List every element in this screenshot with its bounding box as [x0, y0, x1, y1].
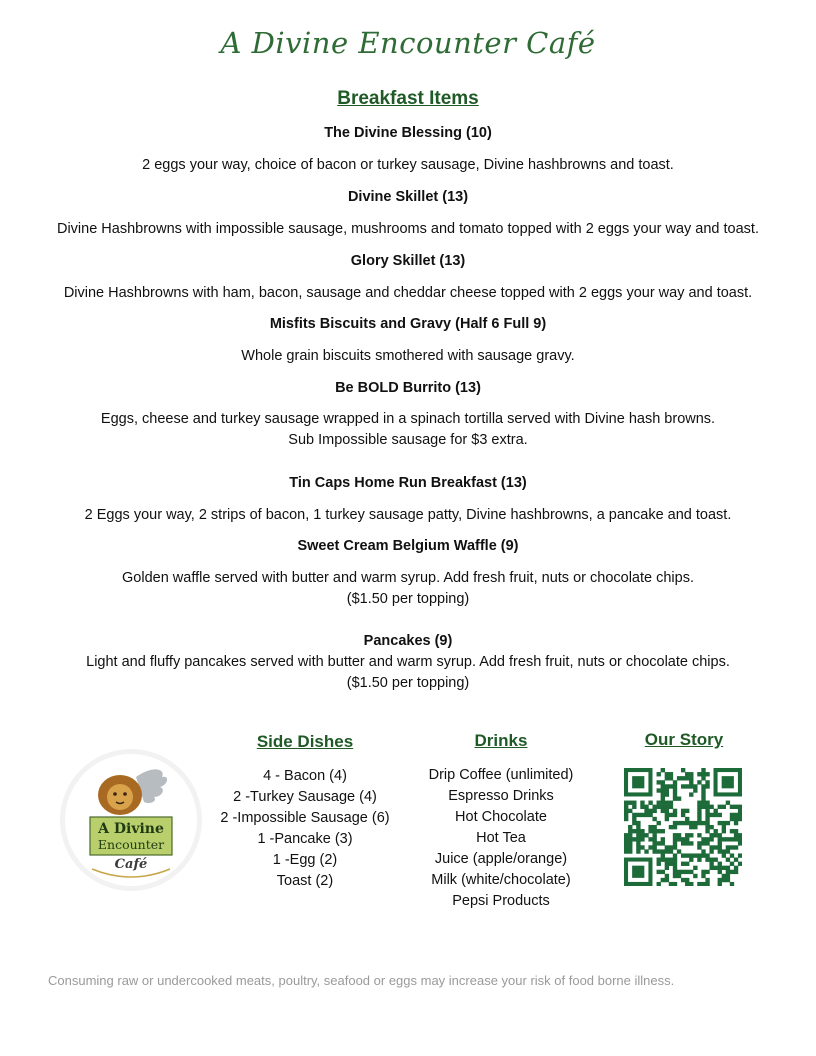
drink-item: Juice (apple/orange) [434, 851, 568, 867]
side-dish-item: 1 -Egg (2) [272, 852, 338, 868]
menu-item-desc: Divine Hashbrowns with impossible sausage, mushrooms and tomato topped with 2 eggs your way and toast. [56, 221, 759, 237]
drinks-heading: Drinks [474, 731, 528, 750]
menu-item-desc: Golden waffle served with butter and warm syrup. Add fresh fruit, nuts or chocolate chips. [122, 570, 694, 586]
qr-code-graphic [624, 768, 742, 886]
drink-item: Espresso Drinks [448, 788, 554, 804]
menu-item-name: Tin Caps Home Run Breakfast (13) [289, 475, 527, 491]
side-dishes-section [210, 732, 400, 892]
side-dishes-heading: Side Dishes [256, 732, 354, 751]
menu-item-desc: 2 eggs your way, choice of bacon or turkey sausage, Divine hashbrowns and toast. [142, 157, 674, 173]
side-dish-item: 2 -Impossible Sausage (6) [220, 810, 390, 826]
drinks-section [405, 731, 597, 912]
drink-item: Drip Coffee (unlimited) [428, 767, 574, 783]
logo-text: Encounter [97, 837, 165, 852]
side-dish-item: Toast (2) [276, 873, 334, 889]
qr-code[interactable] [624, 768, 742, 886]
cafe-title: A Divine Encounter Café [220, 26, 596, 60]
cafe-logo [58, 747, 204, 893]
our-story-section [612, 730, 756, 750]
drink-item: Milk (white/chocolate) [431, 872, 571, 888]
side-dish-item: 2 -Turkey Sausage (4) [233, 789, 377, 805]
logo-text: A Divine [98, 821, 164, 837]
menu-item-desc: Light and fluffy pancakes served with butter and warm syrup. Add fresh fruit, nuts or chocolate chips. [86, 654, 730, 670]
side-dish-item: 4 - Bacon (4) [263, 768, 347, 784]
logo-text: Café [114, 857, 148, 872]
menu-item-name: Sweet Cream Belgium Waffle (9) [297, 538, 519, 554]
side-dish-item: 1 -Pancake (3) [257, 831, 353, 847]
drink-item: Hot Chocolate [455, 809, 547, 825]
menu-item-name: The Divine Blessing (10) [324, 125, 492, 141]
drink-item: Hot Tea [476, 830, 526, 846]
menu-item-desc: 2 Eggs your way, 2 strips of bacon, 1 turkey sausage patty, Divine hashbrowns, a pancake and toast. [84, 507, 732, 523]
menu-item-note: ($1.50 per topping) [346, 675, 470, 691]
menu-item-note: ($1.50 per topping) [346, 591, 470, 607]
drink-item: Pepsi Products [452, 893, 550, 909]
menu-item-desc: Divine Hashbrowns with ham, bacon, sausage and cheddar cheese topped with 2 eggs your way and toast. [63, 285, 753, 301]
menu-item-name: Be BOLD Burrito (13) [335, 380, 481, 396]
our-story-link[interactable]: Our Story [644, 730, 724, 749]
menu-item-name: Glory Skillet (13) [350, 253, 466, 269]
menu-item-desc: Whole grain biscuits smothered with sausage gravy. [241, 348, 575, 364]
menu-item-name: Pancakes (9) [363, 633, 453, 649]
menu-item-name: Divine Skillet (13) [347, 189, 469, 205]
breakfast-heading: Breakfast Items [337, 88, 479, 109]
food-safety-disclaimer: Consuming raw or undercooked meats, poultry, seafood or eggs may increase your risk of food borne illness. [48, 973, 675, 988]
menu-item-desc: Eggs, cheese and turkey sausage wrapped in a spinach tortilla served with Divine hash browns. [100, 411, 716, 427]
menu-item-note: Sub Impossible sausage for $3 extra. [288, 432, 528, 448]
menu-item-name: Misfits Biscuits and Gravy (Half 6 Full 9) [269, 316, 547, 332]
